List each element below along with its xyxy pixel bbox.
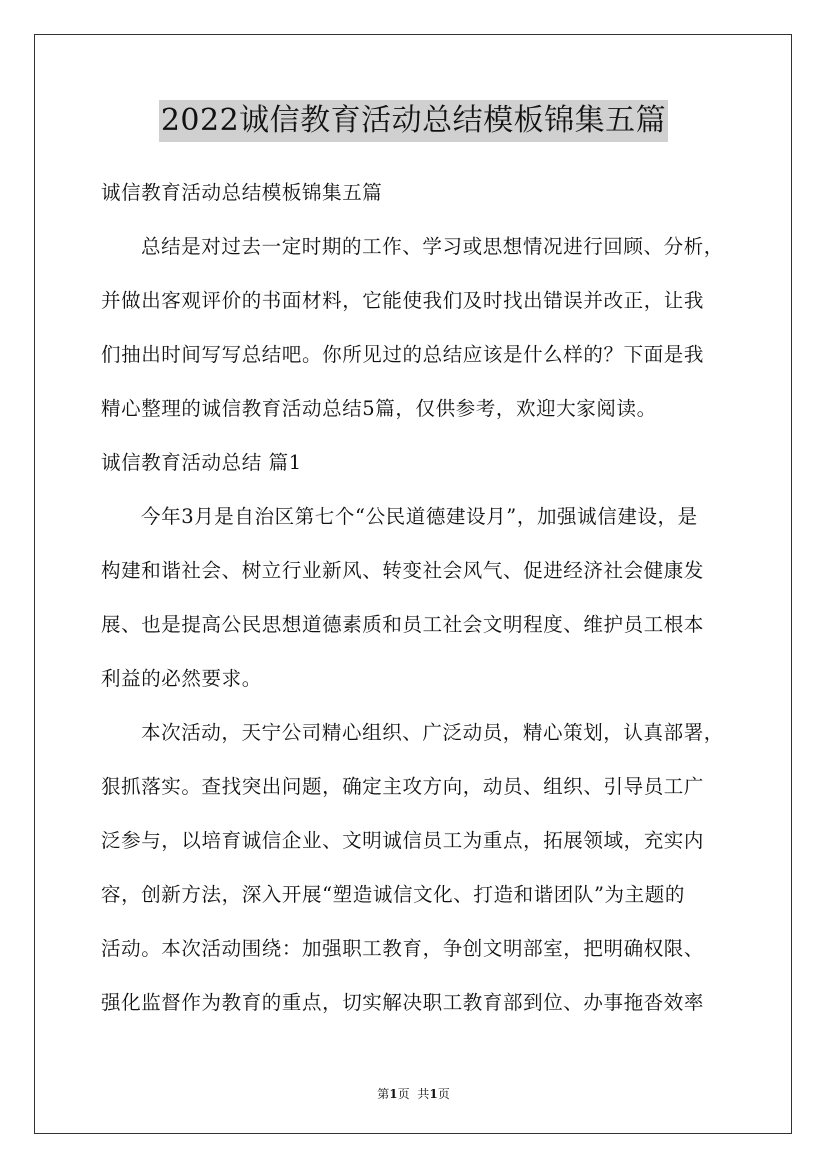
document-title: 2022诚信教育活动总结模板锦集五篇 [159, 100, 668, 142]
paragraph-line: 展、也是提高公民思想道德素质和员工社会文明程度、维护员工根本 [101, 613, 705, 636]
footer-page-suffix: 页 [397, 1087, 410, 1101]
paragraph-line: 并做出客观评价的书面材料，它能使我们及时找出错误并改正，让我 [101, 289, 705, 312]
footer-page-number: 1 [389, 1087, 398, 1101]
paragraph-line: 活动。本次活动围绕：加强职工教育，争创文明部室，把明确权限、 [101, 937, 705, 960]
paragraph-line: 容，创新方法，深入开展“塑造诚信文化、打造和谐团队”为主题的 [101, 883, 685, 906]
footer-total-number: 1 [429, 1087, 438, 1101]
intro-paragraph [101, 220, 741, 436]
page-footer [0, 1085, 827, 1102]
paragraph-line: 本次活动，天宁公司精心组织、广泛动员，精心策划，认真部署， [141, 721, 724, 744]
paragraph-line: 精心整理的诚信教育活动总结5篇，仅供参考，欢迎大家阅读。 [101, 397, 657, 420]
document-subtitle [101, 166, 741, 220]
subtitle-line: 诚信教育活动总结模板锦集五篇 [101, 181, 383, 204]
title-container [0, 100, 827, 142]
footer-total-suffix: 页 [437, 1087, 450, 1101]
paragraph-line: 总结是对过去一定时期的工作、学习或思想情况进行回顾、分析， [141, 235, 724, 258]
footer-page-prefix: 第 [377, 1087, 390, 1101]
paragraph-line: 们抽出时间写写总结吧。你所见过的总结应该是什么样的？下面是我 [101, 343, 705, 366]
footer-total-prefix: 共 [417, 1087, 430, 1101]
section-heading [101, 436, 741, 490]
section-heading-text: 诚信教育活动总结 篇1 [101, 451, 302, 474]
paragraph-line: 强化监督作为教育的重点，切实解决职工教育部到位、办事拖沓效率 [101, 991, 705, 1014]
paragraph-line: 泛参与，以培育诚信企业、文明诚信员工为重点，拓展领域，充实内 [101, 829, 705, 852]
paragraph-line: 狠抓落实。查找突出问题，确定主攻方向，动员、组织、引导员工广 [101, 775, 705, 798]
paragraph-line: 构建和谐社会、树立行业新风、转变社会风气、促进经济社会健康发 [101, 559, 705, 582]
paragraph-line: 今年3月是自治区第七个“公民道德建设月”，加强诚信建设，是 [141, 505, 698, 528]
body-paragraph-1 [101, 490, 741, 706]
paragraph-line: 利益的必然要求。 [101, 667, 262, 690]
body-paragraph-2 [101, 706, 741, 1030]
